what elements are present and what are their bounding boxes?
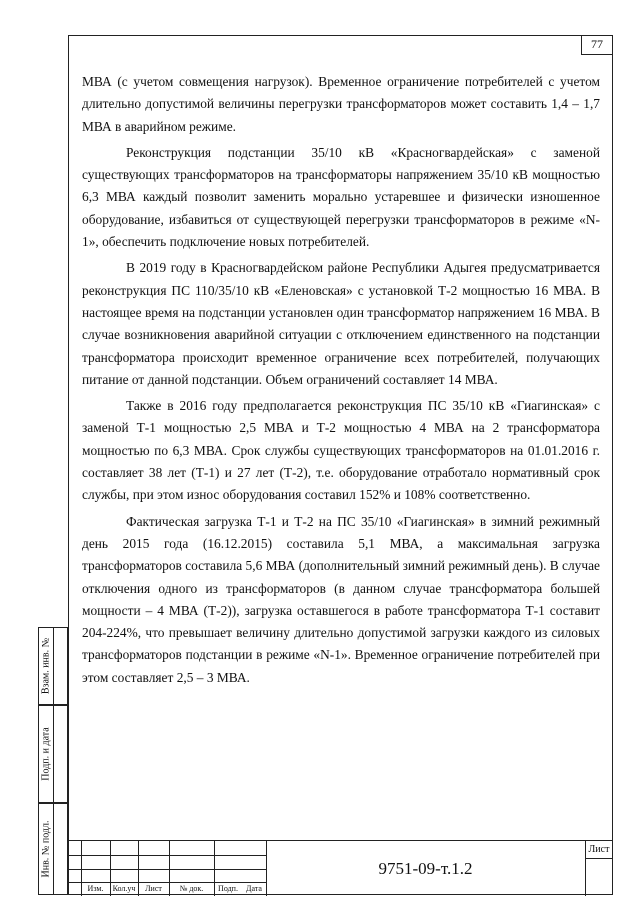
- col-podp: Подп.: [218, 884, 238, 893]
- side-cell-podp-data: [38, 705, 68, 803]
- paragraph-5: Фактическая загрузка Т-1 и Т-2 на ПС 35/10 «Гиагинская» в зимний режимный день 2015 года (16.12.2015) составила 5,1 МВА, а максимальная загрузка трансформаторов составила 5,6 МВА (дополнительный зимний режимный день). В случае отключения одного из трансформаторов (в данном случае трансформатора большей мощности – 4 МВА (Т-2)), загрузка оставшегося в работе трансформатора Т-1 составит 204-224%, что превышает величину длительно допустимой загрузки каждого из силовых трансформаторов подстанции в режиме «N-1». Временное ограничение потребителей при этом составляет 2,5 – 3 МВА.: [82, 513, 600, 685]
- side-cell-inv-podl: [38, 803, 68, 895]
- col-izm: Изм.: [87, 884, 104, 893]
- paragraph-3: В 2019 году в Красногвардейском районе Республики Адыгея предусматривается реконструкция ПС 110/35/10 кВ «Еленовская» с установкой Т-2 мощностью 16 МВА. В настоящее время на подстанции установлен один трансформатор напряжением 16 МВА. В случае возникновения аварийной ситуации с отключением единственного на подстанции трансформатора происходит временное ограничение всех потребителей, получающих питание от данной подстанции. Объем ограничений составляет 14 МВА.: [82, 260, 600, 387]
- paragraph-4: Также в 2016 году предполагается реконструкция ПС 35/10 кВ «Гиагинская» с заменой Т-1 мощностью 2,5 МВА и Т-2 мощностью 4 МВА на 2 трансформатора мощностью по 6,3 МВА. Срок службы существующих трансформаторов на 01.01.2016 г. составляет 38 лет (Т-1) и 27 лет (Т-2), т.е. оборудование отработало нормативный срок службы, при этом износ оборудования составил 152% и 108% соответственно.: [82, 398, 600, 503]
- revision-grid: [68, 841, 266, 896]
- page-number: 77: [581, 35, 612, 55]
- col-kol-uch: Кол.уч: [112, 884, 136, 893]
- paragraph-2: Реконструкция подстанции 35/10 кВ «Красногвардейская» с заменой существующих трансформаторов на трансформаторы напряжением 35/10 кВ мощностью 6,3 МВА каждый позволит заменить морально устаревшее и физически изношенное оборудование, избавиться от существующей перегрузки трансформаторов в режиме «N-1», обеспечить подключение новых потребителей.: [82, 144, 600, 250]
- paragraph-1: МВА (с учетом совмещения нагрузок). Временное ограничение потребителей с учетом длительно допустимой величины перегрузки трансформаторов может составить 1,4 – 1,7 МВА в аварийном режиме.: [82, 74, 600, 134]
- document-body: [82, 71, 600, 689]
- side-stamp: [38, 627, 68, 895]
- col-data: Дата: [246, 884, 262, 893]
- title-block: [68, 840, 613, 895]
- document-code: 9751-09-т.1.2: [378, 859, 473, 878]
- sheet-label: Лист: [588, 844, 610, 855]
- side-label-inv-podl: Инв. № подл.: [40, 820, 52, 878]
- side-label-vzam: Взам. инв. №: [40, 637, 52, 695]
- side-label-podp-data: Подп. и дата: [40, 727, 52, 781]
- col-doc-no: № док.: [179, 884, 204, 893]
- side-cell-vzam: [38, 627, 68, 705]
- col-list: Лист: [145, 884, 162, 893]
